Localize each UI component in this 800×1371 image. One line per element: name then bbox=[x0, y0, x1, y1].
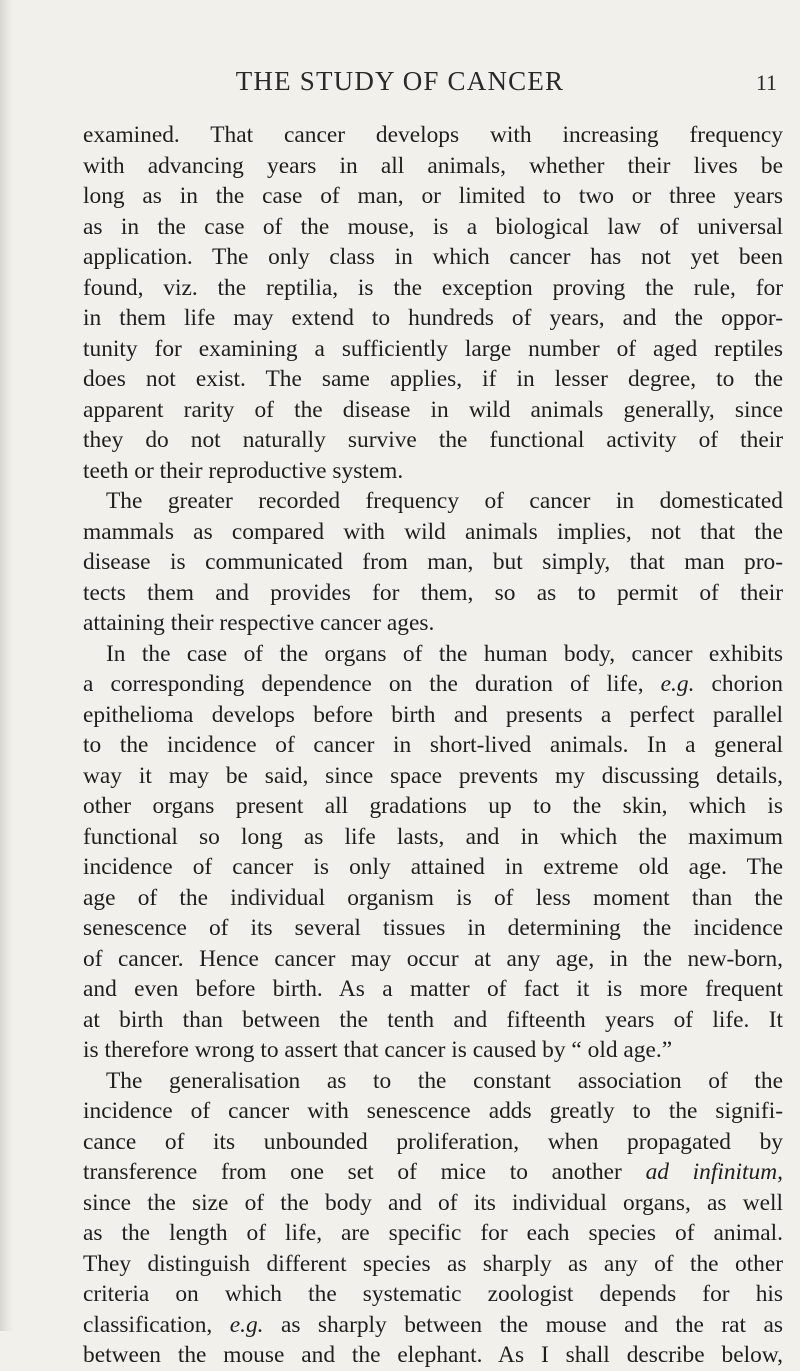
text-segment: transference from one set of mice to another bbox=[83, 1159, 622, 1185]
running-head: THE STUDY OF CANCER bbox=[235, 66, 565, 96]
text-line bbox=[83, 669, 783, 700]
text-line: tunity for examining a sufficiently large number of aged reptiles bbox=[83, 335, 783, 362]
text-line: criteria on which the systematic zoologist depends for his bbox=[83, 1281, 783, 1307]
text-line: The generalisation as to the constant association of the bbox=[106, 1067, 783, 1094]
text-line bbox=[83, 1157, 783, 1188]
text-line: They distinguish different species as sharply as any of the other bbox=[83, 1250, 783, 1277]
text-line: found, viz. the reptilia, is the exception proving the rule, for bbox=[83, 274, 783, 301]
text-line: functional so long as life lasts, and in which the maximum bbox=[83, 823, 783, 850]
text-line bbox=[83, 1310, 783, 1341]
text-line: does not exist. The same applies, if in lesser degree, to the bbox=[83, 366, 783, 392]
italic-abbreviation: e.g. bbox=[229, 1311, 264, 1338]
text-line: tects them and provides for them, so as to permit of their bbox=[83, 579, 783, 606]
text-line: mammals as compared with wild animals implies, not that the bbox=[83, 518, 783, 545]
text-line: incidence of cancer with senescence adds greatly to the signifi- bbox=[83, 1098, 783, 1124]
text-line: The greater recorded frequency of cancer in domesticated bbox=[106, 488, 783, 514]
text-segment: a corresponding dependence on the duration of life, bbox=[83, 671, 644, 697]
text-line: and even before birth. As a matter of fact it is more frequent bbox=[83, 976, 783, 1002]
text-line: application. The only class in which cancer has not yet been bbox=[83, 244, 783, 270]
text-line: is therefore wrong to assert that cancer is caused by “ old age.” bbox=[83, 1037, 673, 1063]
text-line: between the mouse and the elephant. As I shall describe below, bbox=[83, 1342, 783, 1368]
text-line: to the incidence of cancer in short-lived animals. In a general bbox=[83, 732, 783, 758]
text-line: in them life may extend to hundreds of years, and the oppor- bbox=[83, 305, 783, 331]
italic-phrase: ad infinitum, bbox=[645, 1159, 783, 1185]
body-text bbox=[83, 120, 783, 1371]
text-segment: chorion bbox=[711, 671, 783, 697]
text-segment: as sharply between the mouse and the rat as bbox=[280, 1311, 783, 1338]
text-line: of cancer. Hence cancer may occur at any age, in the new-born, bbox=[83, 945, 783, 972]
text-line: with advancing years in all animals, whether their lives be bbox=[83, 152, 783, 179]
text-segment: classification, bbox=[83, 1311, 213, 1338]
text-line: cance of its unbounded proliferation, when propagated by bbox=[83, 1128, 783, 1155]
italic-abbreviation: e.g. bbox=[660, 671, 695, 697]
text-line: senescence of its several tissues in determining the incidence bbox=[83, 915, 783, 941]
text-line: age of the individual organism is of less moment than the bbox=[83, 884, 783, 911]
text-line: as in the case of the mouse, is a biological law of universal bbox=[83, 213, 783, 240]
text-line: since the size of the body and of its individual organs, as well bbox=[83, 1189, 783, 1216]
text-line: at birth than between the tenth and fifteenth years of life. It bbox=[83, 1006, 783, 1033]
text-line: teeth or their reproductive system. bbox=[83, 457, 404, 484]
text-line: incidence of cancer is only attained in extreme old age. The bbox=[83, 854, 783, 880]
text-line: attaining their respective cancer ages. bbox=[83, 610, 435, 636]
text-line: way it may be said, since space prevents my discussing details, bbox=[83, 762, 783, 789]
page-header bbox=[0, 66, 800, 106]
text-line: epithelioma develops before birth and presents a perfect parallel bbox=[83, 701, 783, 728]
page-number: 11 bbox=[755, 70, 777, 95]
text-line: In the case of the organs of the human body, cancer exhibits bbox=[106, 640, 783, 667]
text-line: disease is communicated from man, but simply, that man pro- bbox=[83, 549, 783, 575]
text-line: apparent rarity of the disease in wild animals generally, since bbox=[83, 396, 783, 423]
text-line: other organs present all gradations up to the skin, which is bbox=[83, 793, 783, 819]
text-line: examined. That cancer develops with increasing frequency bbox=[83, 122, 783, 148]
text-line: they do not naturally survive the functional activity of their bbox=[83, 427, 783, 453]
text-line: long as in the case of man, or limited to two or three years bbox=[83, 183, 783, 209]
text-line: as the length of life, are specific for each species of animal. bbox=[83, 1220, 783, 1246]
binding-shadow bbox=[0, 0, 14, 1331]
